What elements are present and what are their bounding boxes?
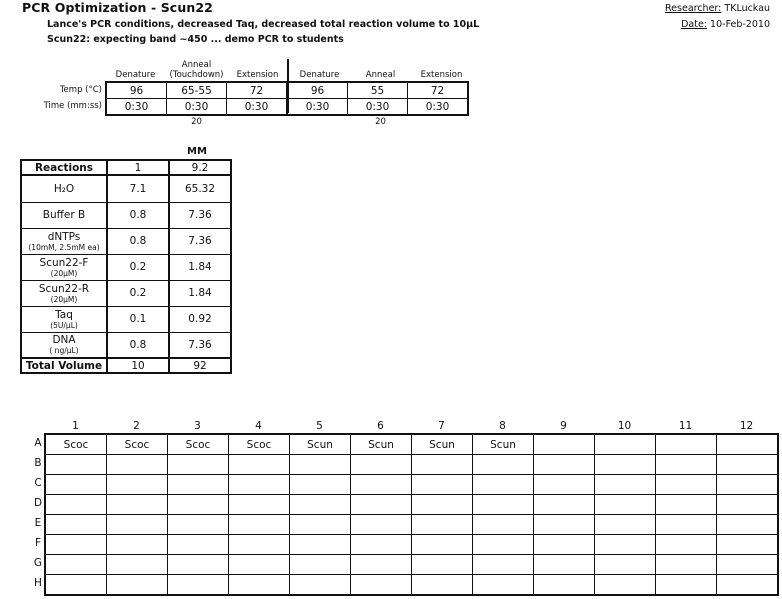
reagent-mm: 7.36 [169, 332, 231, 358]
reagent-name: Scun22-F [39, 256, 89, 269]
well [656, 555, 717, 575]
well [351, 515, 412, 535]
plate-column-header: 9 [560, 420, 567, 432]
well [107, 515, 168, 535]
reactions-mm: 9.2 [169, 160, 231, 175]
well [351, 555, 412, 575]
well-a2: Scoc [107, 434, 168, 455]
plate-column-header: 1 [72, 420, 79, 432]
reagent-single: 0.2 [107, 254, 169, 280]
well [107, 475, 168, 495]
temp-label: Temp (°C) [59, 85, 102, 95]
time-label: Time (mm:ss) [43, 101, 102, 111]
well [229, 495, 290, 515]
well-a6: Scun [351, 434, 412, 455]
temp-cell: 55 [348, 82, 408, 99]
well [717, 555, 779, 575]
well [412, 555, 473, 575]
well [351, 475, 412, 495]
well [107, 455, 168, 475]
well [168, 555, 229, 575]
reagent-mm: 65.32 [169, 175, 231, 202]
total-single: 10 [107, 358, 169, 373]
well [595, 535, 656, 555]
date-field [681, 19, 770, 30]
mastermix-table [20, 159, 232, 374]
page-title: PCR Optimization - Scun22 [22, 0, 213, 15]
reagent-name-cell [21, 306, 107, 332]
well-a10 [595, 434, 656, 455]
well [229, 515, 290, 535]
reagent-name: Scun22-R [38, 282, 90, 295]
well-a5: Scun [290, 434, 351, 455]
plate-row-header: A [34, 437, 42, 449]
reagent-name: Taq [55, 308, 73, 321]
well [473, 535, 534, 555]
temp-cell: 96 [287, 82, 348, 99]
well [45, 575, 107, 596]
reagent-name: DNA [52, 334, 76, 347]
well [229, 555, 290, 575]
well [290, 495, 351, 515]
reagent-mm: 0.92 [169, 306, 231, 332]
well [351, 495, 412, 515]
well [412, 575, 473, 596]
plate-row-g [45, 555, 778, 575]
time-cell: 0:30 [348, 99, 408, 116]
plate-column-header: 2 [133, 420, 140, 432]
well [45, 555, 107, 575]
well [351, 535, 412, 555]
plate-column-header: 6 [377, 420, 384, 432]
temp-cell: 96 [106, 82, 167, 99]
plate-row-header: F [34, 537, 42, 549]
well [473, 575, 534, 596]
reagent-mm: 1.84 [169, 280, 231, 306]
well [107, 535, 168, 555]
date-value: 10-Feb-2010 [710, 19, 770, 30]
well [656, 515, 717, 535]
total-label: Total Volume [21, 358, 107, 373]
reagent-note: (20µM) [50, 268, 78, 278]
well [534, 455, 595, 475]
reactions-single: 1 [107, 160, 169, 175]
reagent-row [21, 280, 231, 306]
subtitle-conditions: Lance's PCR conditions, decreased Taq, decreased total reaction volume to 10µL [47, 19, 480, 30]
plate-column-header: 8 [499, 420, 506, 432]
plate-row-header: E [34, 517, 42, 529]
well-a7: Scun [412, 434, 473, 455]
plate-column-header: 5 [316, 420, 323, 432]
well [412, 475, 473, 495]
reagent-row [21, 228, 231, 254]
well [473, 495, 534, 515]
plate-row-header: B [34, 457, 42, 469]
cycle-count-phase-1: 20 [191, 117, 202, 127]
well [107, 575, 168, 596]
cycle-count-phase-2: 20 [375, 117, 386, 127]
mastermix-header: MM [187, 146, 207, 157]
time-row [106, 99, 468, 116]
step-header-6: Extension [420, 70, 463, 80]
temp-cell: 72 [408, 82, 469, 99]
reagent-row [21, 332, 231, 358]
step-header-4: Denature [299, 70, 340, 80]
plate-row-a [45, 434, 778, 455]
plate-column-header: 12 [739, 420, 754, 432]
well [717, 535, 779, 555]
well [168, 515, 229, 535]
well [45, 515, 107, 535]
well [717, 455, 779, 475]
well [412, 455, 473, 475]
step-header-3: Extension [236, 70, 279, 80]
reagent-name-cell [21, 280, 107, 306]
reagent-single: 0.8 [107, 228, 169, 254]
well [595, 475, 656, 495]
step-header-2: Anneal (Touchdown) [169, 60, 224, 80]
well-a4: Scoc [229, 434, 290, 455]
date-label: Date: [681, 19, 708, 30]
well [168, 455, 229, 475]
well [656, 535, 717, 555]
plate-row-c [45, 475, 778, 495]
well [45, 455, 107, 475]
researcher-value: TKLuckau [724, 3, 770, 14]
reagent-mm: 7.36 [169, 228, 231, 254]
plate-row-h [45, 575, 778, 596]
reagent-single: 0.8 [107, 202, 169, 228]
well [229, 455, 290, 475]
well-a1: Scoc [45, 434, 107, 455]
well [168, 575, 229, 596]
reagent-note: (5U/µL) [50, 320, 78, 330]
well [412, 495, 473, 515]
researcher-label: Researcher: [665, 3, 722, 14]
well [290, 535, 351, 555]
plate-row-header: G [33, 557, 43, 569]
well [473, 515, 534, 535]
well [595, 515, 656, 535]
temp-row [106, 82, 468, 99]
well [717, 495, 779, 515]
total-mm: 92 [169, 358, 231, 373]
well [656, 495, 717, 515]
well [656, 575, 717, 596]
reagent-name: H₂O [53, 182, 75, 195]
plate-row-b [45, 455, 778, 475]
well [45, 475, 107, 495]
step-header-5: Anneal [365, 70, 396, 80]
well [229, 475, 290, 495]
well [351, 575, 412, 596]
well [595, 555, 656, 575]
well [595, 495, 656, 515]
well [534, 535, 595, 555]
well [656, 455, 717, 475]
reagent-name-cell [21, 175, 107, 202]
reactions-row [21, 160, 231, 175]
well [45, 535, 107, 555]
well [473, 455, 534, 475]
plate-column-header: 7 [438, 420, 445, 432]
well [290, 455, 351, 475]
step-header-1: Denature [115, 70, 156, 80]
reagent-single: 0.8 [107, 332, 169, 358]
well [168, 535, 229, 555]
reactions-label: Reactions [21, 160, 107, 175]
reagent-name-cell [21, 332, 107, 358]
reagent-note: ( ng/µL) [49, 346, 79, 356]
well-a11 [656, 434, 717, 455]
well-a8: Scun [473, 434, 534, 455]
time-cell: 0:30 [227, 99, 288, 116]
well [351, 455, 412, 475]
reagent-row [21, 175, 231, 202]
well [290, 555, 351, 575]
reagent-name-cell [21, 254, 107, 280]
well [534, 475, 595, 495]
well [534, 555, 595, 575]
well-a12 [717, 434, 779, 455]
plate-column-header: 10 [617, 420, 632, 432]
well [412, 515, 473, 535]
well [717, 475, 779, 495]
plate-column-header: 11 [678, 420, 693, 432]
total-row [21, 358, 231, 373]
well [290, 515, 351, 535]
plate-row-d [45, 495, 778, 515]
well [534, 515, 595, 535]
reagent-name-cell [21, 228, 107, 254]
reagent-single: 0.1 [107, 306, 169, 332]
well [107, 495, 168, 515]
reagent-row [21, 202, 231, 228]
well [45, 495, 107, 515]
well [534, 575, 595, 596]
time-cell: 0:30 [106, 99, 167, 116]
plate-row-header: C [34, 477, 42, 489]
temp-cell: 72 [227, 82, 288, 99]
reagent-name: dNTPs [47, 230, 81, 243]
well [229, 535, 290, 555]
well [168, 495, 229, 515]
time-cell: 0:30 [408, 99, 469, 116]
researcher-field [665, 3, 770, 14]
reagent-note: (20µM) [50, 294, 78, 304]
well [290, 575, 351, 596]
well [473, 555, 534, 575]
well [656, 475, 717, 495]
reagent-row [21, 254, 231, 280]
plate-column-header: 4 [255, 420, 262, 432]
pcr-conditions-table [105, 81, 469, 116]
well [107, 555, 168, 575]
plate-row-header: H [34, 577, 42, 589]
reagent-mm: 7.36 [169, 202, 231, 228]
reagent-row [21, 306, 231, 332]
well-a3: Scoc [168, 434, 229, 455]
well [412, 535, 473, 555]
well [534, 495, 595, 515]
well [717, 515, 779, 535]
well [229, 575, 290, 596]
plate-column-header: 3 [194, 420, 201, 432]
reagent-name-cell [21, 202, 107, 228]
reagent-note: (10mM, 2.5mM ea) [28, 242, 100, 252]
well [168, 475, 229, 495]
plate-grid [44, 433, 779, 596]
reagent-single: 0.2 [107, 280, 169, 306]
reagent-mm: 1.84 [169, 254, 231, 280]
well [290, 475, 351, 495]
time-cell: 0:30 [167, 99, 227, 116]
reagent-name: Buffer B [42, 209, 86, 221]
reagent-single: 7.1 [107, 175, 169, 202]
well [595, 575, 656, 596]
plate-row-f [45, 535, 778, 555]
plate-row-header: D [33, 497, 43, 509]
subtitle-expectation: Scun22: expecting band ~450 ... demo PCR to students [47, 34, 344, 45]
well [473, 475, 534, 495]
temp-cell: 65-55 [167, 82, 227, 99]
well [717, 575, 779, 596]
well-a9 [534, 434, 595, 455]
time-cell: 0:30 [287, 99, 348, 116]
well [595, 455, 656, 475]
plate-row-e [45, 515, 778, 535]
